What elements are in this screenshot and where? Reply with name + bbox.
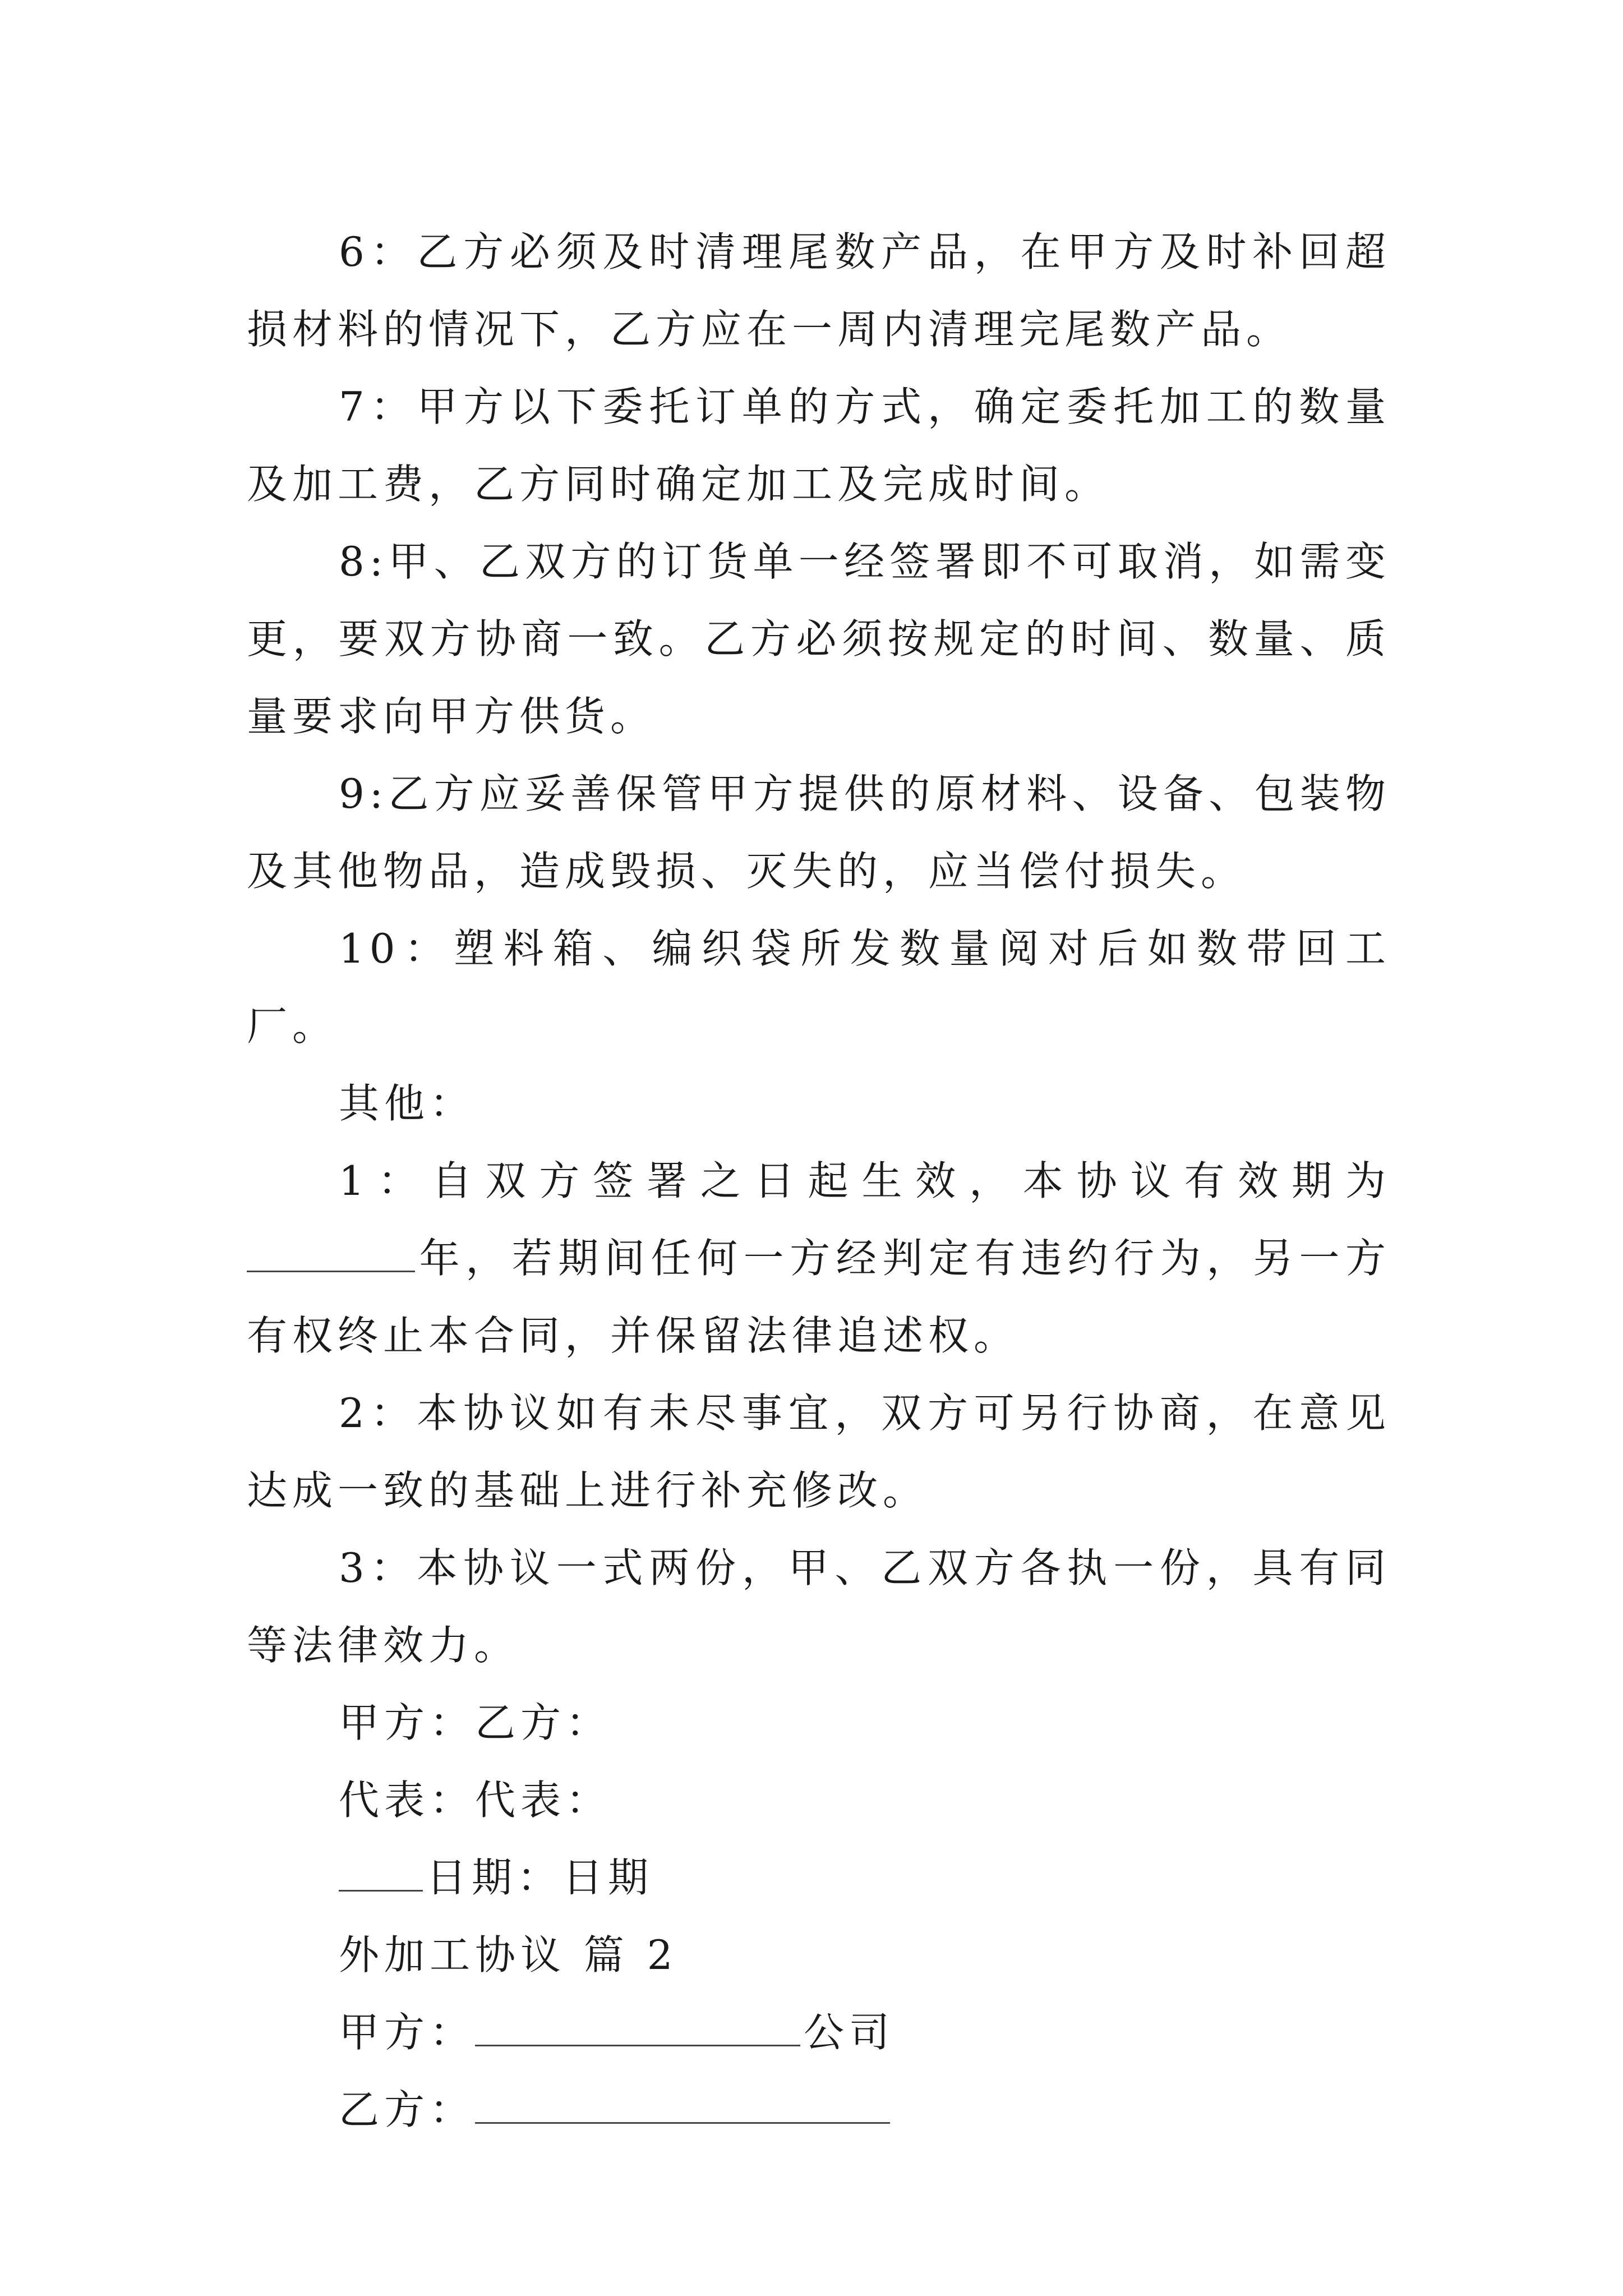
signature-dates: [247, 1839, 1391, 1916]
other-heading: 其他：: [339, 1080, 476, 1127]
document-body: [247, 213, 1391, 2148]
party-a-blank: [475, 2004, 800, 2046]
signature-parties: 甲方：乙方：: [339, 1699, 612, 1746]
clause-8: 8:甲、乙双方的订货单一经签署即不可取消，如需变更，要双方协商一致。乙方必须按规定的时间、数量、质量要求向甲方供货。: [247, 538, 1391, 740]
clause-9: 9:乙方应妥善保管甲方提供的原材料、设备、包装物及其他物品，造成毁损、灭失的，应当偿付损失。: [247, 770, 1391, 895]
clause-10: 10：塑料箱、编织袋所发数量阅对后如数带回工厂。: [247, 925, 1391, 1050]
signature-representatives: 代表：代表：: [339, 1777, 612, 1824]
other-clause-1-pre: 1：自双方签署之日起生效，本协议有效期为: [339, 1157, 1391, 1204]
party-a-suffix: 公司: [804, 2009, 895, 2056]
clause-6: 6：乙方必须及时清理尾数产品，在甲方及时补回超损材料的情况下，乙方应在一周内清理完尾数产品。: [247, 228, 1391, 353]
other-clause-1: [247, 1142, 1391, 1374]
clause-7: 7：甲方以下委托订单的方式，确定委托加工的数量及加工费，乙方同时确定加工及完成时间。: [247, 383, 1391, 508]
signature-dates-label: 日期：日期: [426, 1854, 654, 1901]
other-clause-1-post: 年，若期间任何一方经判定有违约行为，另一方有权终止本合同，并保留法律追述权。: [247, 1235, 1391, 1359]
term-years-blank: [247, 1230, 415, 1272]
party-b-line: [247, 2071, 1391, 2148]
party-a-line: [247, 1994, 1391, 2071]
date-blank: [339, 1849, 423, 1892]
other-clause-2: 2：本协议如有未尽事宜，双方可另行协商，在意见达成一致的基础上进行补充修改。: [247, 1389, 1391, 1514]
party-b-label: 乙方：: [339, 2086, 476, 2133]
other-clause-3: 3：本协议一式两份，甲、乙双方各执一份，具有同等法律效力。: [247, 1544, 1391, 1669]
party-b-blank: [475, 2082, 890, 2124]
section-title: 外加工协议 篇 2: [339, 1931, 678, 1978]
party-a-label: 甲方：: [339, 2009, 476, 2056]
